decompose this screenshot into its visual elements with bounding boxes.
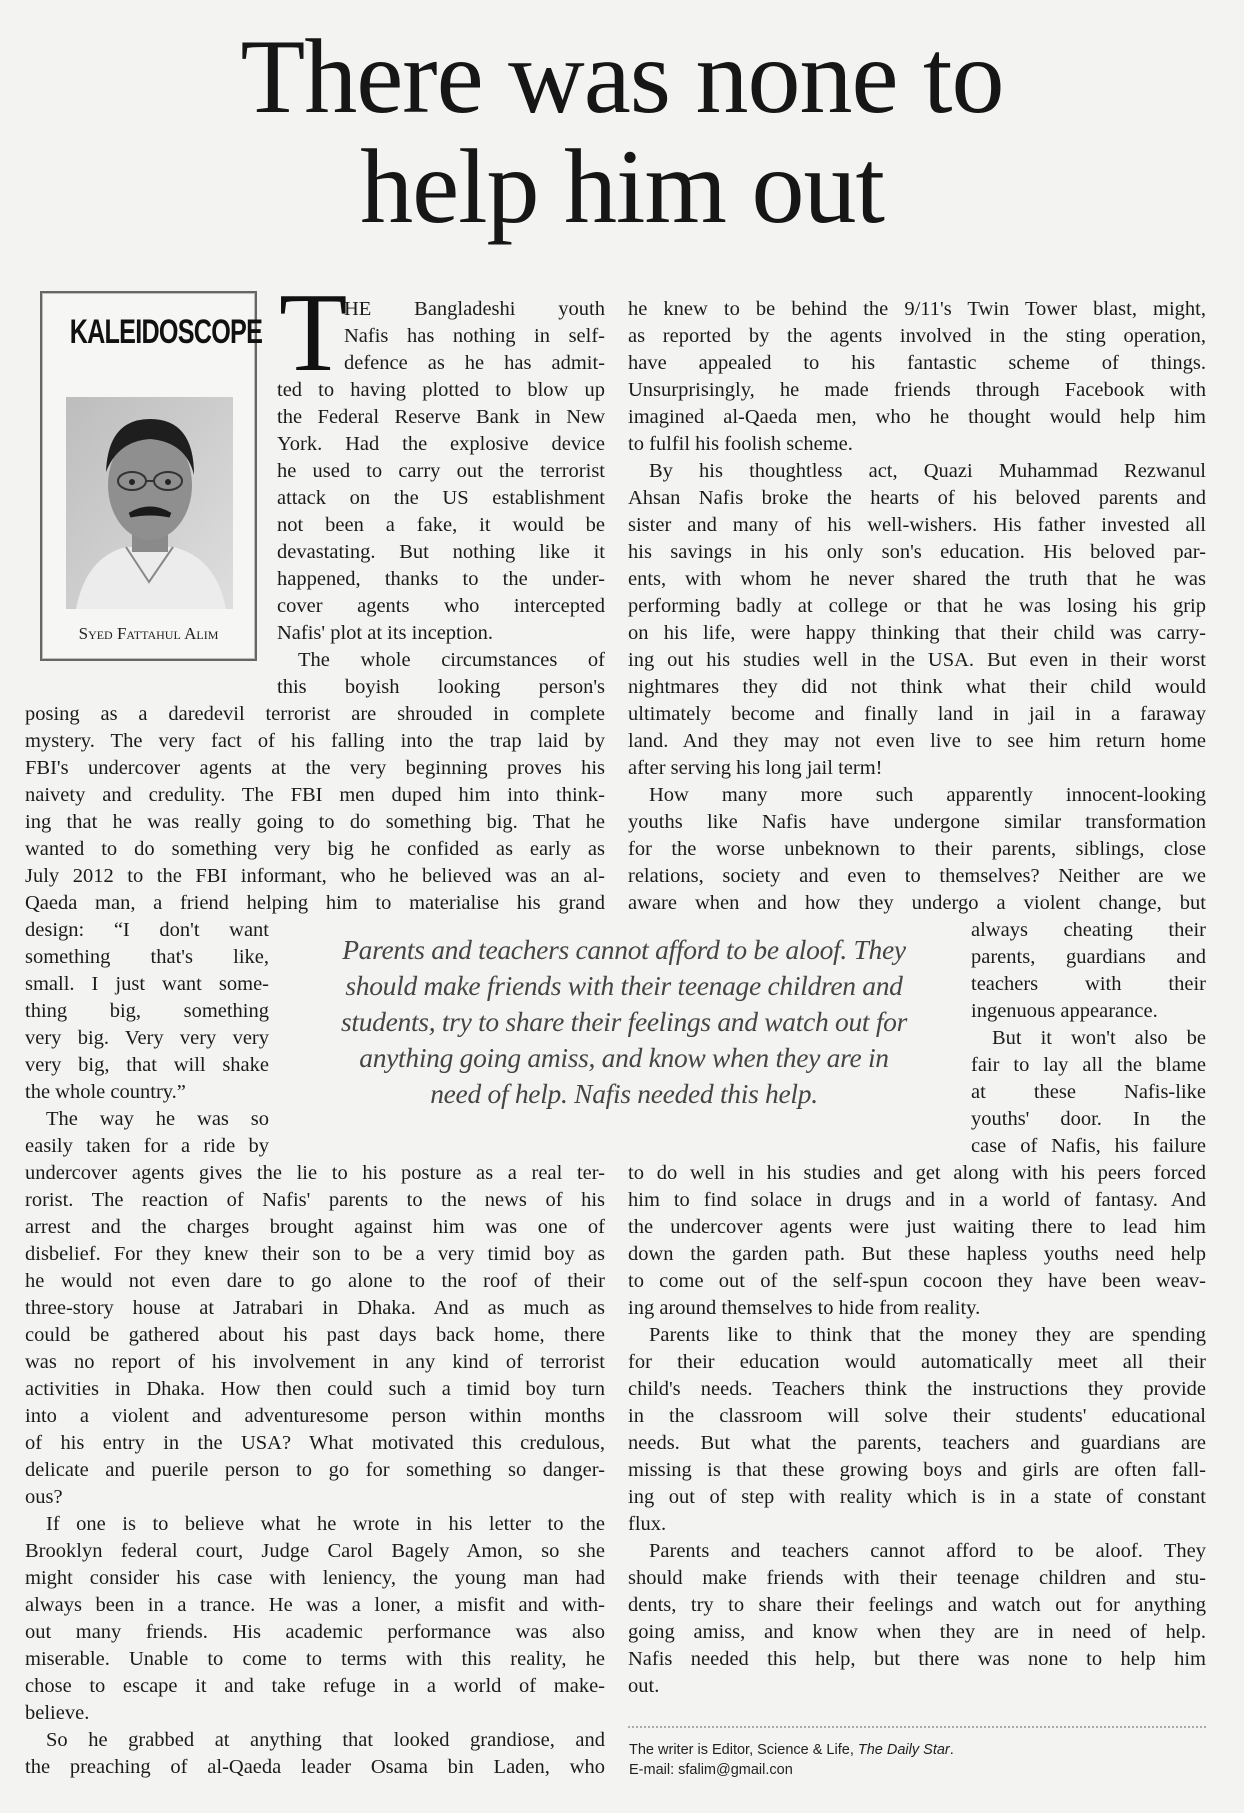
- text-line: performing badly at college or that he was losing his grip: [628, 595, 1206, 617]
- text-line: FBI's undercover agents at the very beginning proves his: [25, 757, 605, 779]
- article-block-f: [971, 917, 1206, 1160]
- text-line: should make friends with their teenage children and stu-: [628, 1567, 1206, 1589]
- text-line: youths' door. In the: [971, 1108, 1206, 1130]
- text-line: going amiss, and know when they are in need of help.: [628, 1621, 1206, 1643]
- text-line: undercover agents gives the lie to his posture as a real ter-: [25, 1162, 605, 1184]
- text-line: something that's like,: [25, 946, 269, 968]
- text-line: thing big, something: [25, 1000, 269, 1022]
- text-line: to do well in his studies and get along with his peers forced: [628, 1162, 1206, 1184]
- pull-quote-line: anything going amiss, and know when they are in: [359, 1042, 889, 1073]
- text-line: always cheating their: [971, 919, 1206, 941]
- text-line: small. I just want some-: [25, 973, 269, 995]
- text-line: Ahsan Nafis broke the hearts of his beloved parents and: [628, 487, 1206, 509]
- text-line: aware when and how they undergo a violent change, but: [628, 892, 1206, 914]
- text-line: Unsurprisingly, he made friends through Facebook with: [628, 379, 1206, 401]
- text-line: happened, thanks to the under-: [277, 568, 605, 590]
- text-line: cover agents who intercepted: [277, 595, 605, 617]
- text-line: at these Nafis-like: [971, 1081, 1206, 1103]
- article-block-e: [628, 296, 1206, 917]
- text-line: attack on the US establishment: [277, 487, 605, 509]
- text-line: mystery. The very fact of his falling into the trap laid by: [25, 730, 605, 752]
- drop-cap: T: [279, 271, 348, 395]
- text-line: Parents like to think that the money they are spending: [649, 1324, 1206, 1346]
- text-line: posing as a daredevil terrorist are shrouded in complete: [25, 703, 605, 725]
- text-line: in the classroom will solve their students' educational: [628, 1405, 1206, 1427]
- pull-quote-line: should make friends with their teenage children and: [345, 970, 903, 1001]
- text-line: ted to having plotted to blow up: [277, 379, 605, 401]
- text-line: ing that he was really going to do something big. That he: [25, 811, 605, 833]
- text-line: was no report of his involvement in any kind of terrorist: [25, 1351, 605, 1373]
- text-line: for their education would automatically meet all their: [628, 1351, 1206, 1373]
- text-line: might consider his case with leniency, the young man had: [25, 1567, 605, 1589]
- text-line: If one is to believe what he wrote in his letter to the: [46, 1513, 605, 1535]
- text-line: miserable. Unable to come to terms with this reality, he: [25, 1648, 605, 1670]
- text-line: case of Nafis, his failure: [971, 1135, 1206, 1157]
- text-line: very big. Very very very: [25, 1027, 269, 1049]
- text-line: him to find solace in drugs and in a world of fantasy. And: [628, 1189, 1206, 1211]
- text-line: disbelief. For they knew their son to be a very timid boy as: [25, 1243, 605, 1265]
- text-line: after serving his long jail term!: [628, 757, 883, 779]
- text-line: to come out of the self-spun cocoon they have been weav-: [628, 1270, 1206, 1292]
- text-line: Nafis has nothing in self-: [344, 325, 605, 347]
- text-line: design: “I don't want: [25, 919, 269, 941]
- text-line: HE Bangladeshi youth: [344, 298, 605, 320]
- article-block-a: [277, 296, 605, 701]
- text-line: Brooklyn federal court, Judge Carol Bagely Amon, so she: [25, 1540, 605, 1562]
- text-line: into a violent and adventuresome person within months: [25, 1405, 605, 1427]
- article-block-d: [25, 1160, 605, 1781]
- text-line: So he grabbed at anything that looked grandiose, and: [46, 1729, 605, 1751]
- text-line: this boyish looking person's: [277, 676, 605, 698]
- article-block-g: [628, 1160, 1206, 1700]
- text-line: ing out his studies well in the USA. But even in their worst: [628, 649, 1206, 671]
- text-line: very big, that will shake: [25, 1054, 269, 1076]
- kaleidoscope-column-box: [40, 291, 263, 661]
- author-photo: [66, 397, 233, 609]
- text-line: wanted to do something very big he confided as early as: [25, 838, 605, 860]
- text-line: easily taken for a ride by: [25, 1135, 269, 1157]
- text-line: imagined al-Qaeda men, who he thought would help him: [628, 406, 1206, 428]
- text-line: for the worse unbeknown to their parents, siblings, close: [628, 838, 1206, 860]
- text-line: ingenuous appearance.: [971, 1000, 1158, 1022]
- author-name: Syed Fattahul Alim: [78, 624, 219, 643]
- text-line: delicate and puerile person to go for something so danger-: [25, 1459, 605, 1481]
- text-line: fair to lay all the blame: [971, 1054, 1206, 1076]
- text-line: ing around themselves to hide from reality.: [628, 1297, 981, 1319]
- text-line: three-story house at Jatrabari in Dhaka. And as much as: [25, 1297, 605, 1319]
- text-line: dents, try to share their feelings and watch out for anything: [628, 1594, 1206, 1616]
- text-line: parents, guardians and: [971, 946, 1206, 968]
- publication-name: The Daily Star: [857, 1742, 950, 1758]
- text-line: on his life, were happy thinking that their child was carry-: [628, 622, 1206, 644]
- text-line: down the garden path. But these hapless youths need help: [628, 1243, 1206, 1265]
- text-line: he used to carry out the terrorist: [277, 460, 605, 482]
- text-line: land. And they may not even live to see him return home: [628, 730, 1206, 752]
- text-line: arrest and the charges brought against him was one of: [25, 1216, 605, 1238]
- text-line: ing out of step with reality which is in a state of constant: [628, 1486, 1206, 1508]
- text-line: Nafis needed this help, but there was none to help him: [628, 1648, 1206, 1670]
- pull-quote-line: students, try to share their feelings and watch out for: [340, 1006, 908, 1037]
- text-line: to fulfil his foolish scheme.: [628, 433, 853, 455]
- text-line: he knew to be behind the 9/11's Twin Tower blast, might,: [628, 298, 1206, 320]
- text-line: How many more such apparently innocent-looking: [649, 784, 1206, 806]
- pull-quote: [290, 932, 958, 1112]
- text-line: his savings in his only son's education. His beloved par-: [628, 541, 1206, 563]
- text-line: always been in a trance. He was a loner, a misfit and with-: [25, 1594, 605, 1616]
- text-line: ents, with whom he never shared the truth that he was: [628, 568, 1206, 590]
- text-line: rorist. The reaction of Nafis' parents to the news of his: [25, 1189, 605, 1211]
- text-line: needs. But what the parents, teachers and guardians are: [628, 1432, 1206, 1454]
- text-line: activities in Dhaka. How then could such a timid boy turn: [25, 1378, 605, 1400]
- text-line: relations, society and even to themselves? Neither are we: [628, 865, 1206, 887]
- text-line: the Federal Reserve Bank in New: [277, 406, 605, 428]
- author-note: [629, 1740, 954, 1780]
- pull-quote-line: Parents and teachers cannot afford to be aloof. They: [342, 934, 906, 965]
- text-line: chose to escape it and take refuge in a world of make-: [25, 1675, 605, 1697]
- footer-divider: [628, 1726, 1206, 1728]
- text-line: sister and many of his well-wishers. His father invested all: [628, 514, 1206, 536]
- text-line: flux.: [628, 1513, 667, 1535]
- text-line: York. Had the explosive device: [277, 433, 605, 455]
- author-note-period: .: [949, 1742, 954, 1758]
- pull-quote-line: need of help. Nafis needed this help.: [430, 1078, 818, 1109]
- text-line: Parents and teachers cannot afford to be aloof. They: [649, 1540, 1206, 1562]
- text-line: the whole country.”: [25, 1081, 186, 1103]
- text-line: teachers with their: [971, 973, 1206, 995]
- text-line: devastating. But nothing like it: [277, 541, 605, 563]
- text-line: the undercover agents were just waiting there to lead him: [628, 1216, 1206, 1238]
- text-line: child's needs. Teachers think the instructions they provide: [628, 1378, 1206, 1400]
- text-line: Nafis' plot at its inception.: [277, 622, 494, 644]
- article-block-b: [25, 701, 605, 917]
- text-line: naivety and credulity. The FBI men duped him into think-: [25, 784, 605, 806]
- text-line: By his thoughtless act, Quazi Muhammad Rezwanul: [649, 460, 1206, 482]
- text-line: defence as he has admit-: [344, 352, 605, 374]
- text-line: could be gathered about his past days back home, there: [25, 1324, 605, 1346]
- text-line: out many friends. His academic performance was also: [25, 1621, 605, 1643]
- text-line: youths like Nafis have undergone similar transformation: [628, 811, 1206, 833]
- text-line: as reported by the agents involved in the sting operation,: [628, 325, 1206, 347]
- text-line: But it won't also be: [992, 1027, 1206, 1049]
- author-email: E-mail: sfalim@gmail.con: [629, 1762, 793, 1778]
- text-line: not been a fake, it would be: [277, 514, 605, 536]
- text-line: out.: [628, 1675, 660, 1697]
- text-line: of his entry in the USA? What motivated this credulous,: [25, 1432, 605, 1454]
- text-line: The way he was so: [46, 1108, 269, 1130]
- text-line: ultimately become and finally land in jail in a faraway: [628, 703, 1206, 725]
- text-line: Qaeda man, a friend helping him to materialise his grand: [25, 892, 605, 914]
- text-line: believe.: [25, 1702, 90, 1724]
- text-line: have appealed to his fantastic scheme of things.: [628, 352, 1206, 374]
- article-block-c: [25, 917, 269, 1160]
- author-note-text: The writer is Editor, Science & Life,: [629, 1742, 858, 1758]
- text-line: nightmares they did not think what their child would: [628, 676, 1206, 698]
- text-line: The whole circumstances of: [298, 649, 605, 671]
- text-line: he would not even dare to go alone to the roof of their: [25, 1270, 605, 1292]
- headline-line-1: There was none to: [240, 18, 1004, 135]
- column-label: KALEIDOSCOPE: [69, 313, 263, 351]
- text-line: the preaching of al-Qaeda leader Osama bin Laden, who: [25, 1756, 605, 1778]
- text-line: missing is that these growing boys and girls are often fall-: [628, 1459, 1206, 1481]
- text-line: July 2012 to the FBI informant, who he believed was an al-: [25, 865, 605, 887]
- text-line: ous?: [25, 1486, 63, 1508]
- headline-line-2: help him out: [360, 128, 884, 245]
